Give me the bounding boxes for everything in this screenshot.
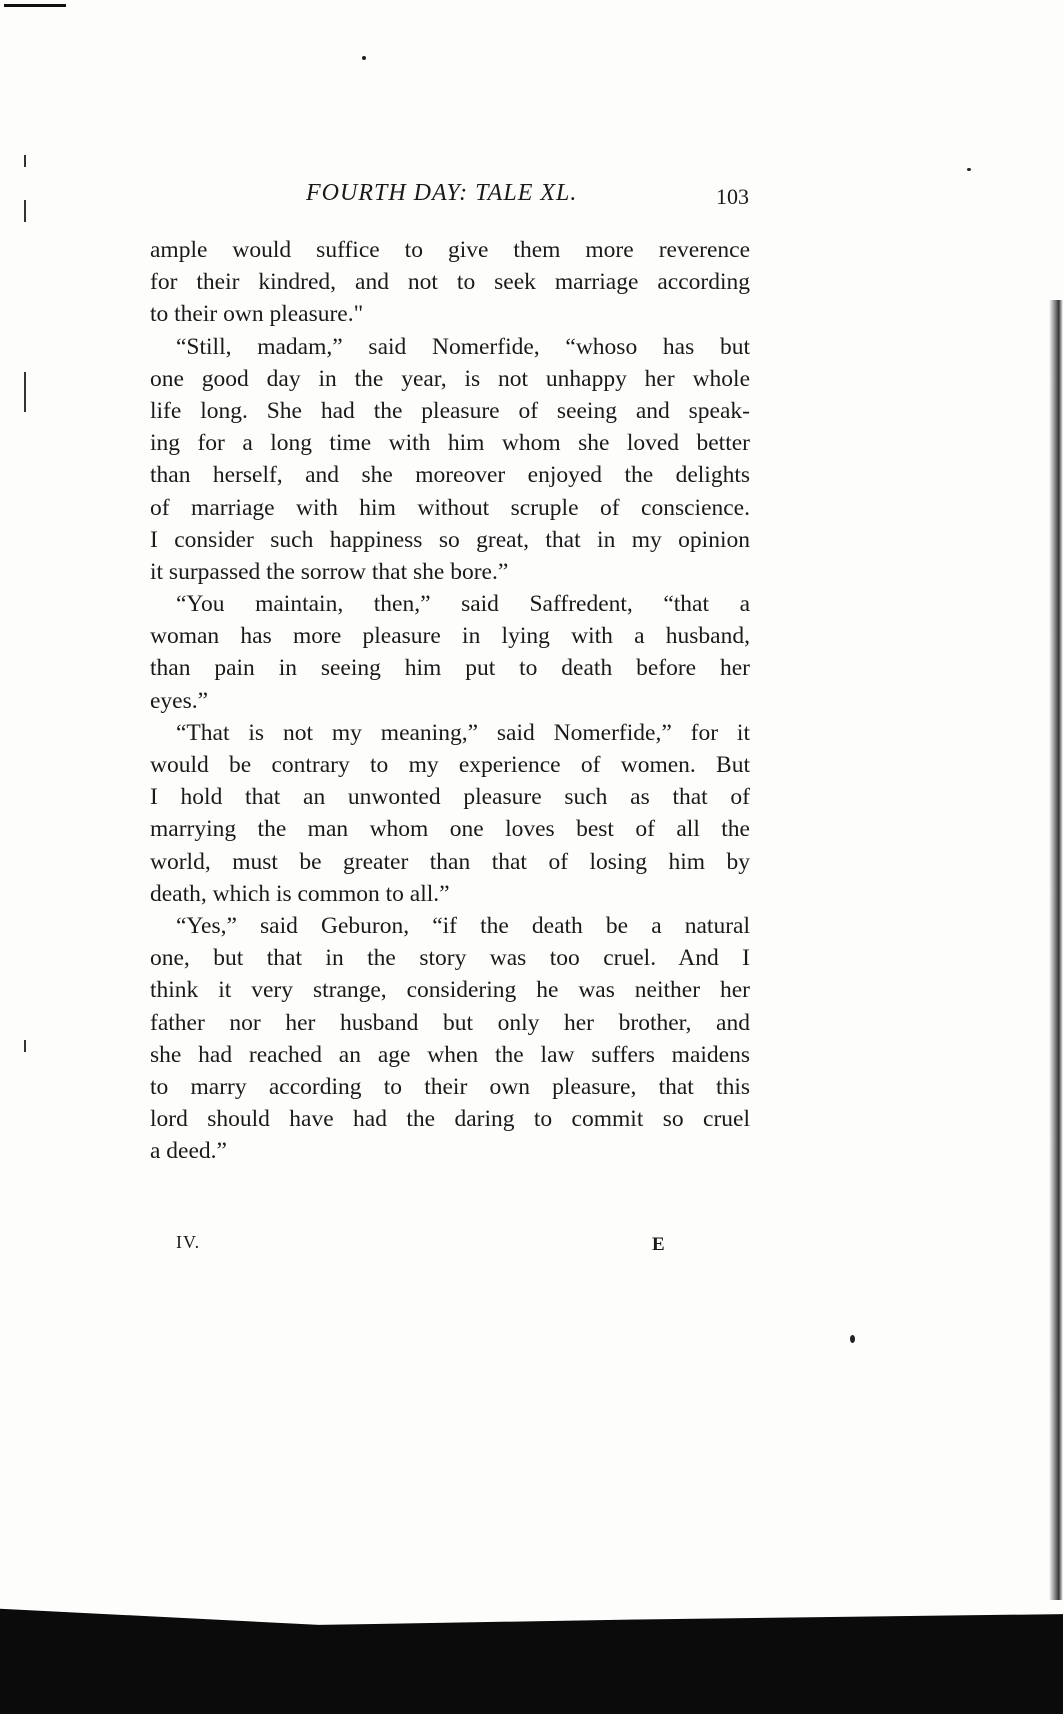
text-line: ample would suffice to give them more reverence [150,237,750,263]
page-number: 103 [716,184,749,209]
scan-speck [362,56,366,60]
running-head: FOURTH DAY: TALE XL. [306,180,578,206]
text-line: “That is not my meaning,” said Nomerfide,” for it [176,719,750,746]
text-line: “Still, madam,” said Nomerfide, “whoso has but [176,333,750,360]
text-line: I consider such happiness so great, that in my opinion [150,526,750,553]
scan-speck [967,168,971,171]
signature-mark: IV. [176,1232,201,1252]
text-line: than pain in seeing him put to death before her [150,655,750,682]
text-line: to their own pleasure." [150,301,364,328]
text-line: ing for a long time with him whom she loved better [150,430,750,457]
text-line: for their kindred, and not to seek marriage according [150,269,750,296]
scan-speck [850,1335,855,1343]
text-line: to marry according to their own pleasure, that this [150,1073,750,1100]
text-line: one, but that in the story was too cruel. And I [150,945,750,972]
text-line: I hold that an unwonted pleasure such as that of [150,784,750,811]
scan-right-edge-shadow [1049,300,1063,1600]
text-line: marrying the man whom one loves best of all the [150,816,750,843]
text-line: think it very strange, considering he was neither her [150,977,750,1004]
scan-bottom-edge-shadow [0,1579,1063,1714]
text-line: one good day in the year, is not unhappy her whole [150,365,750,392]
text-line: lord should have had the daring to commit so cruel [150,1106,750,1133]
text-line: father nor her husband but only her brother, and [150,1009,750,1036]
text-line: she had reached an age when the law suffers maidens [150,1041,750,1068]
scan-corner-mark [4,4,66,7]
text-line: death, which is common to all.” [150,880,450,907]
text-line: “You maintain, then,” said Saffredent, “that a [176,591,750,618]
text-line: a deed.” [150,1138,227,1165]
text-line: woman has more pleasure in lying with a husband, [150,623,750,650]
text-line: “Yes,” said Geburon, “if the death be a natural [176,912,750,939]
scan-margin-tick [24,1040,26,1052]
scan-margin-tick [24,155,26,167]
text-line: than herself, and she moreover enjoyed the delights [150,462,750,489]
scan-margin-tick [24,200,26,222]
text-line: life long. She had the pleasure of seeing and speak- [150,397,750,424]
text-line: eyes.” [150,687,209,714]
gathering-letter: E [652,1234,665,1255]
text-line: world, must be greater than that of losing him by [150,848,750,875]
scan-margin-tick [24,372,26,412]
body-text [150,234,750,1167]
text-line: would be contrary to my experience of women. But [150,752,750,778]
text-line: it surpassed the sorrow that she bore.” [150,558,509,585]
text-line: of marriage with him without scruple of conscience. [150,494,750,521]
